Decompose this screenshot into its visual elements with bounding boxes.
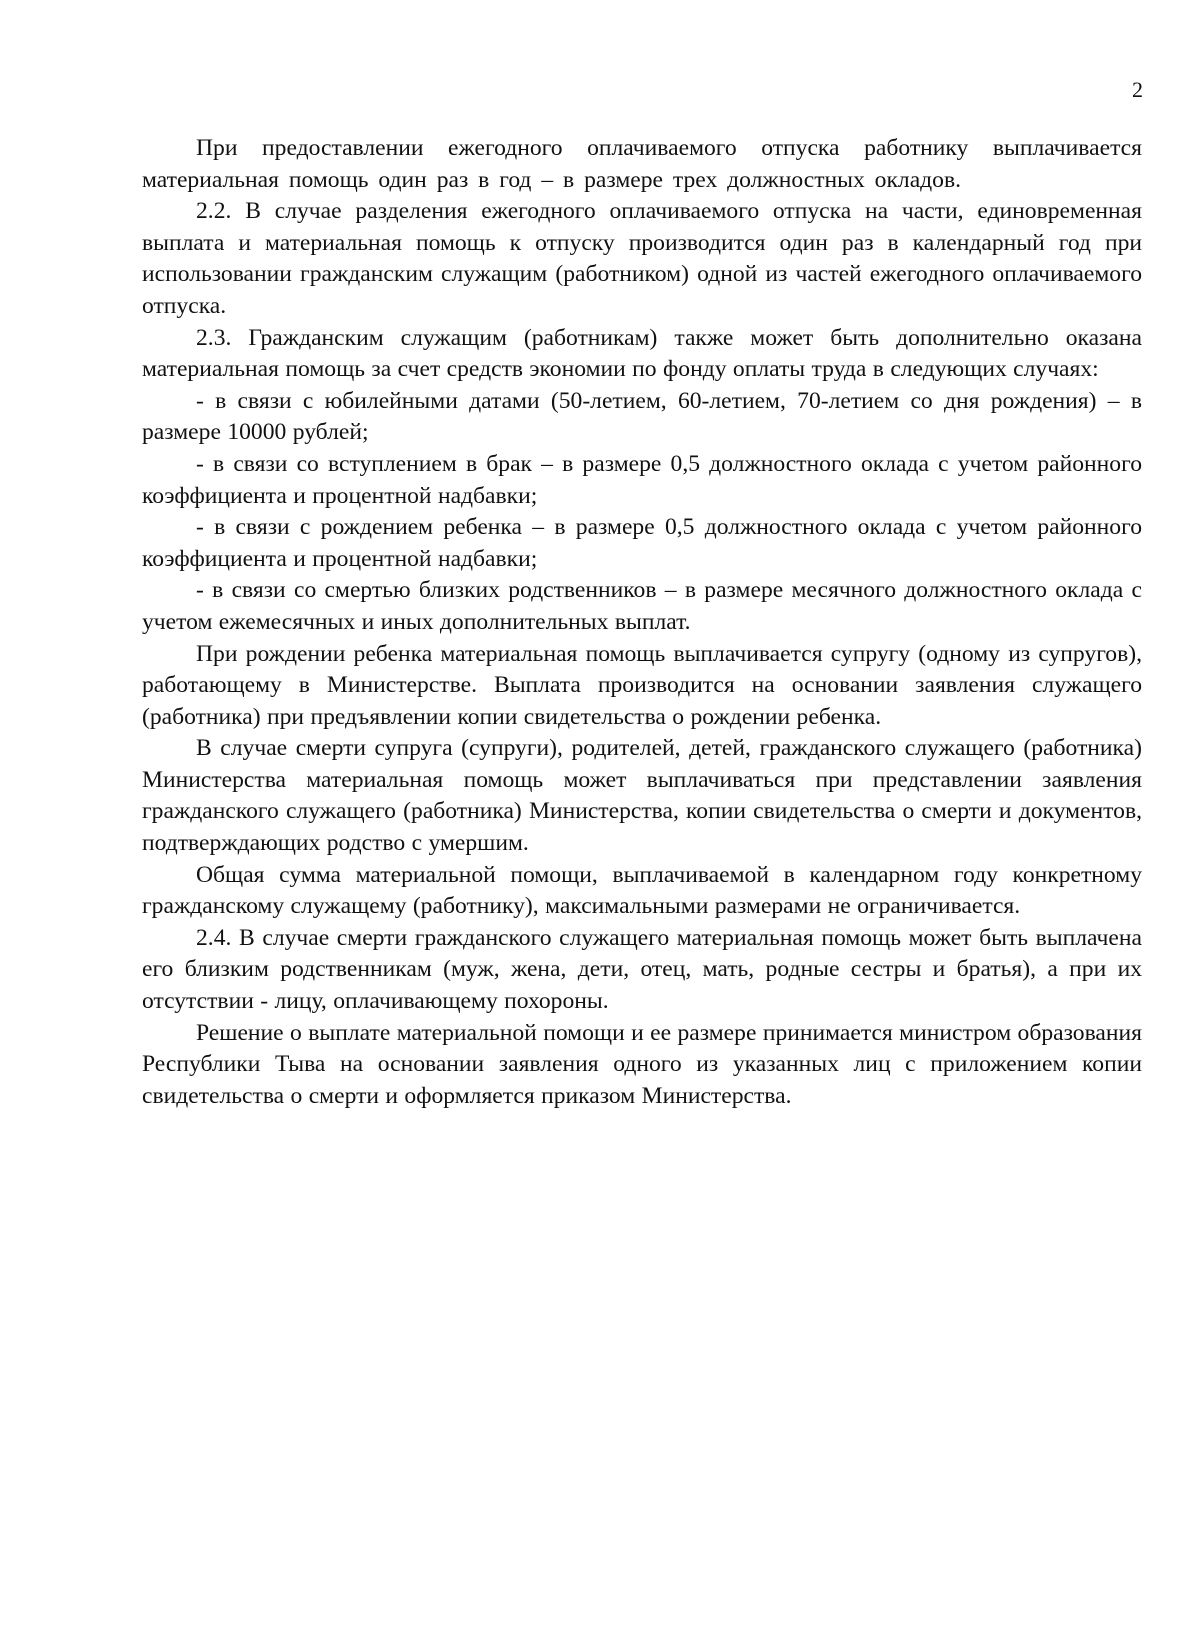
paragraph-2-3: 2.3. Гражданским служащим (работникам) также может быть дополнительно оказана материальная помощь за счет средств экономии по фонду оплаты труда в следующих случаях: (142, 324, 1142, 383)
paragraph-childbirth-payment: При рождении ребенка материальная помощь выплачивается супругу (одному из супругов), работающему в Министерстве. Выплата производится на основании заявления служащего (работника) при предъявлении копии свидетельства о рождении ребенка. (142, 640, 1142, 730)
document-body (142, 133, 1142, 1112)
list-item-anniversary: - в связи с юбилейными датами (50-летием, 60-летием, 70-летием со дня рождения) – в размере 10000 рублей; (142, 387, 1142, 446)
page-number: 2 (1132, 77, 1143, 102)
paragraph-2-2: 2.2. В случае разделения ежегодного оплачиваемого отпуска на части, единовременная выплата и материальная помощь к отпуску производится один раз в календарный год при использовании гражданским служащим (работником) одной из частей ежегодного оплачиваемого отпуска. (142, 198, 1142, 319)
paragraph-death-of-relative: В случае смерти супруга (супруги), родителей, детей, гражданского служащего (работника) Министерства материальная помощь может выплачиваться при представлении заявления гражданского служащего (работника) Министерства, копии свидетельства о смерти и документов, подтверждающих родство с умершим. (142, 735, 1142, 857)
list-item-childbirth: - в связи с рождением ребенка – в размере 0,5 должностного оклада с учетом районного коэффициента и процентной надбавки; (142, 514, 1142, 572)
paragraph-2-4: 2.4. В случае смерти гражданского служащего материальная помощь может быть выплачена его близким родственникам (муж, жена, дети, отец, мать, родные сестры и братья), а при их отсутствии - лицу, оплачивающему похороны. (142, 924, 1142, 1015)
list-item-marriage: - в связи со вступлением в брак – в размере 0,5 должностного оклада с учетом районного коэффициента и процентной надбавки; (142, 450, 1142, 509)
paragraph-total-amount: Общая сумма материальной помощи, выплачиваемой в календарном году конкретному гражданскому служащему (работнику), максимальными размерами не ограничивается. (142, 861, 1142, 920)
paragraph-decision: Решение о выплате материальной помощи и ее размере принимается министром образования Республики Тыва на основании заявления одного из указанных лиц с приложением копии свидетельства о смерти и оформляется приказом Министерства. (142, 1019, 1142, 1109)
paragraph-vacation-aid: При предоставлении ежегодного оплачиваемого отпуска работнику выплачивается материальная помощь один раз в год – в размере трех должностных окладов. (142, 135, 1142, 193)
list-item-bereavement: - в связи со смертью близких родственников – в размере месячного должностного оклада с учетом ежемесячных и иных дополнительных выплат. (142, 577, 1142, 635)
